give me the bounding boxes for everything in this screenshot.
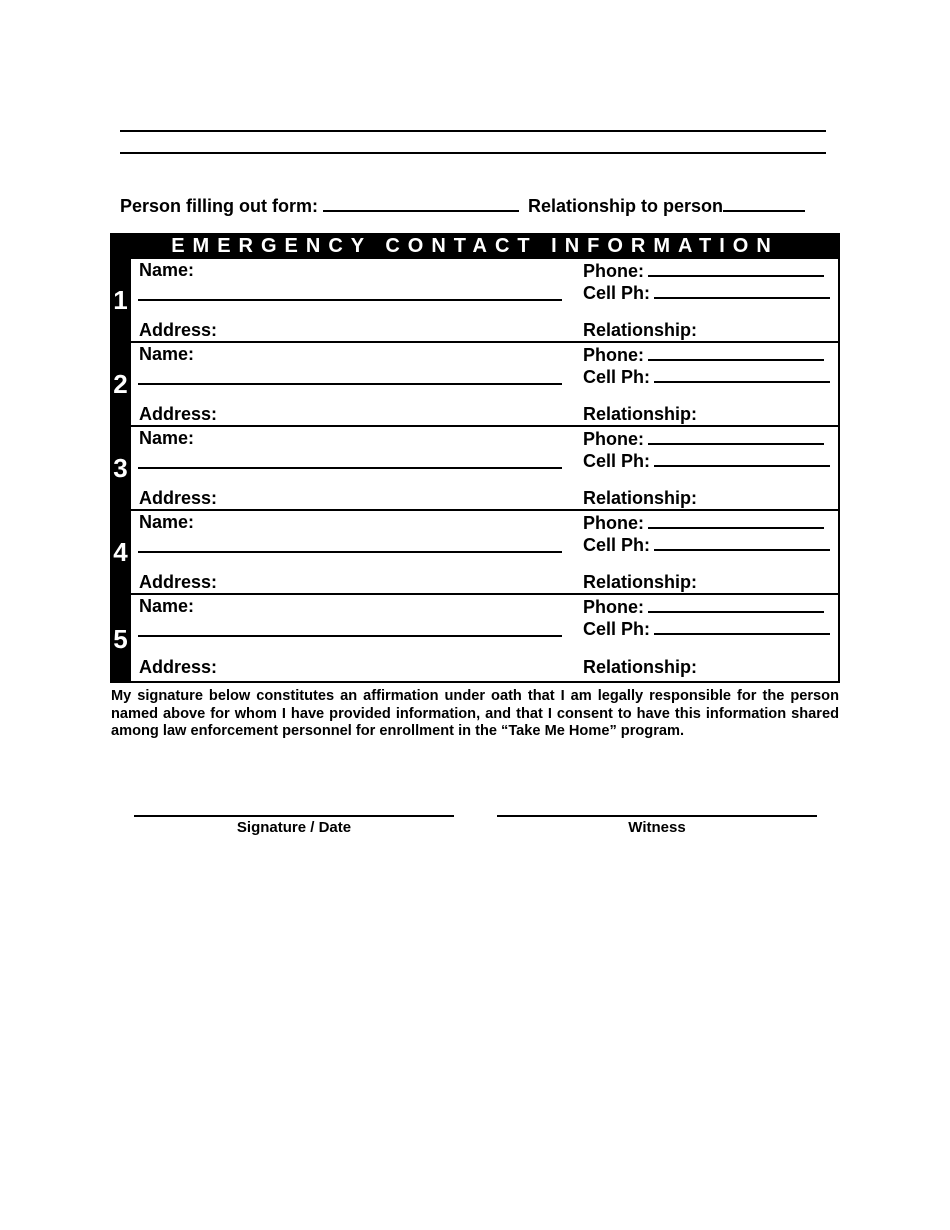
relationship-label: Relationship: [583, 404, 698, 424]
relationship-label: Relationship: [583, 657, 698, 677]
cell-phone-label: Cell Ph: [583, 367, 651, 387]
name-field[interactable] [138, 467, 562, 469]
phone-label: Phone: [583, 429, 644, 449]
address-label: Address: [139, 572, 218, 592]
contact-row-3 [113, 427, 840, 511]
contact-number: 4 [113, 536, 128, 567]
relationship-label: Relationship: [583, 488, 698, 508]
top-blank-line-1[interactable] [120, 130, 826, 132]
address-label: Address: [139, 320, 218, 340]
cell-phone-field[interactable] [654, 366, 830, 383]
form-filler-line [120, 196, 826, 217]
relationship-label: Relationship: [583, 572, 698, 592]
cell-phone-field[interactable] [654, 618, 830, 635]
phone-field[interactable] [648, 596, 824, 613]
top-blank-line-2[interactable] [120, 152, 826, 154]
phone-field[interactable] [648, 428, 824, 445]
name-field[interactable] [138, 299, 562, 301]
contact-number: 5 [113, 623, 128, 654]
cell-phone-label: Cell Ph: [583, 283, 651, 303]
cell-phone-label: Cell Ph: [583, 619, 651, 639]
emergency-contact-table [110, 233, 840, 683]
name-label: Name: [139, 344, 195, 364]
contact-row-2 [113, 343, 840, 427]
signature-line[interactable] [134, 815, 454, 817]
phone-label: Phone: [583, 345, 644, 365]
name-label: Name: [139, 512, 195, 532]
cell-phone-label: Cell Ph: [583, 451, 651, 471]
witness-label: Witness [628, 819, 686, 836]
cell-phone-field[interactable] [654, 534, 830, 551]
name-field[interactable] [138, 635, 562, 637]
name-label: Name: [139, 596, 195, 616]
phone-field[interactable] [648, 512, 824, 529]
contact-row-4 [113, 511, 840, 595]
phone-label: Phone: [583, 597, 644, 617]
address-label: Address: [139, 488, 218, 508]
address-label: Address: [139, 657, 218, 677]
contact-number: 3 [113, 452, 128, 483]
cell-phone-field[interactable] [654, 282, 830, 299]
phone-field[interactable] [648, 260, 824, 277]
contact-row-5 [113, 595, 840, 683]
name-label: Name: [139, 260, 195, 280]
contact-row-1 [113, 259, 840, 343]
signature-date-label: Signature / Date [236, 819, 352, 836]
phone-label: Phone: [583, 261, 644, 281]
name-field[interactable] [138, 551, 562, 553]
cell-phone-field[interactable] [654, 450, 830, 467]
person-filling-blank[interactable] [323, 196, 519, 212]
affirmation-text: My signature below constitutes an affirmation under oath that I am legally responsible for the person named above for whom I have provided information, and that I consent to have this information shared among law enforcement personnel for enrollment in the “Take Me Home” program. [111, 688, 839, 739]
contact-number: 2 [113, 368, 128, 399]
relationship-to-person-blank[interactable] [723, 196, 805, 212]
name-field[interactable] [138, 383, 562, 385]
name-label: Name: [139, 428, 195, 448]
section-header: EMERGENCY CONTACT INFORMATION [110, 233, 840, 259]
cell-phone-label: Cell Ph: [583, 535, 651, 555]
witness-line[interactable] [497, 815, 817, 817]
phone-field[interactable] [648, 344, 824, 361]
contact-number: 1 [113, 284, 128, 315]
phone-label: Phone: [583, 513, 644, 533]
address-label: Address: [139, 404, 218, 424]
relationship-label: Relationship: [583, 320, 698, 340]
person-filling-label: Person filling out form: [120, 196, 318, 216]
relationship-to-person-label: Relationship to person [528, 196, 724, 216]
